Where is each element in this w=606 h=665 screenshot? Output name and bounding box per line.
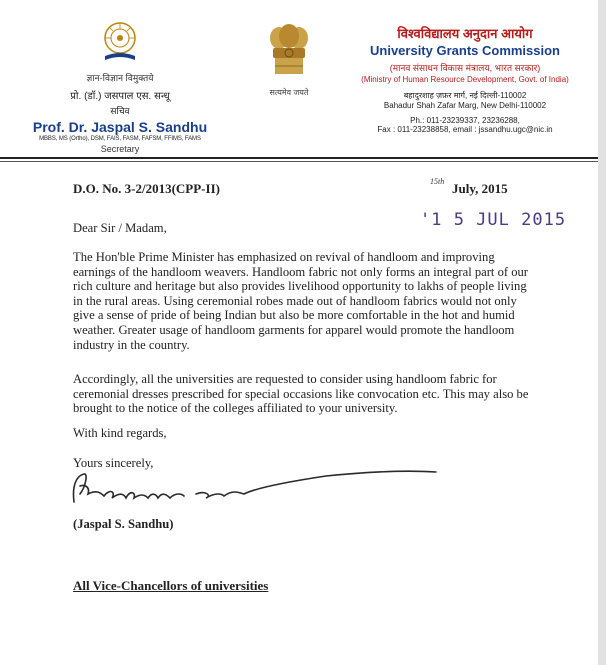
date-day-handwritten: 15th xyxy=(430,177,445,186)
sender-designation: Secretary xyxy=(100,144,140,154)
header-divider xyxy=(0,157,598,159)
regards-line: With kind regards, xyxy=(73,426,167,440)
national-emblem xyxy=(254,22,324,98)
handwritten-signature-icon xyxy=(66,462,446,512)
salutation: Dear Sir / Madam, xyxy=(73,221,167,235)
page-edge xyxy=(598,0,606,665)
sender-qualifications: MBBS, MS (Ortho), DSM, FAIS, FASM, FAFSM, FFIMS, FAMS xyxy=(39,136,201,142)
logo-caption: ज्ञान-विज्ञान विमुक्तये xyxy=(86,73,154,83)
address-hindi: बहादुरशाह ज़फ़र मार्ग, नई दिल्ली-110002 xyxy=(403,91,527,100)
organization-block xyxy=(360,24,570,134)
ministry-name: (Ministry of Human Resource Development, Govt. of India) xyxy=(361,75,569,84)
paragraph-2: Accordingly, all the universities are requested to consider using handloom fabric for ceremonial dresses prescribed for special occasions like convocation etc. This may also be brought to the notice of the colleges affiliated to your university. xyxy=(73,372,529,416)
closing-line: Yours sincerely, xyxy=(73,456,154,470)
sender-name: Prof. Dr. Jaspal S. Sandhu xyxy=(32,119,208,135)
letter-date: July, 2015 xyxy=(452,181,508,196)
org-name-hindi: विश्वविद्यालय अनुदान आयोग xyxy=(397,26,533,41)
received-date-stamp: '1 5 JUL 2015 xyxy=(420,210,567,230)
ashoka-emblem-icon xyxy=(265,22,313,82)
emblem-motto: सत्यमेव जयते xyxy=(269,88,309,97)
fax-email: Fax : 011-23238858, email : jssandhu.ugc@nic.in xyxy=(377,125,553,134)
org-name: University Grants Commission xyxy=(370,43,560,58)
ministry-hindi: (मानव संसाधन विकास मंत्रालय, भारत सरकार) xyxy=(389,63,541,73)
ugc-logo-icon xyxy=(97,20,143,66)
header-divider-thin xyxy=(0,161,598,162)
sender-name-hindi: प्रो. (डॉ.) जसपाल एस. सन्धू xyxy=(70,91,170,102)
phone: Ph.: 011-23239337, 23236288, xyxy=(410,116,520,125)
address: Bahadur Shah Zafar Marg, New Delhi-110002 xyxy=(383,101,547,110)
signatory-name: (Jaspal S. Sandhu) xyxy=(73,517,174,531)
paragraph-1: The Hon'ble Prime Minister has emphasized on revival of handloom and improving earnings of the handloom weavers. Handloom fabric not only forms an integral part of our rich culture and heritage but also provides livelihood opportunity to lakhs of people living in the rural areas. Using ceremonial robes made out of handloom fabrics would not only give a sense of pride of being Indian but also be more comfortable in the hot and humid weather. Greater usage of handloom garments for apparel would promote the handloom industry in the country. xyxy=(73,250,528,352)
sender-block xyxy=(20,20,220,154)
reference-number: D.O. No. 3-2/2013(CPP-II) xyxy=(73,181,220,196)
sender-title-hindi: सचिव xyxy=(110,106,130,116)
addressee: All Vice-Chancellors of universities xyxy=(73,578,269,593)
